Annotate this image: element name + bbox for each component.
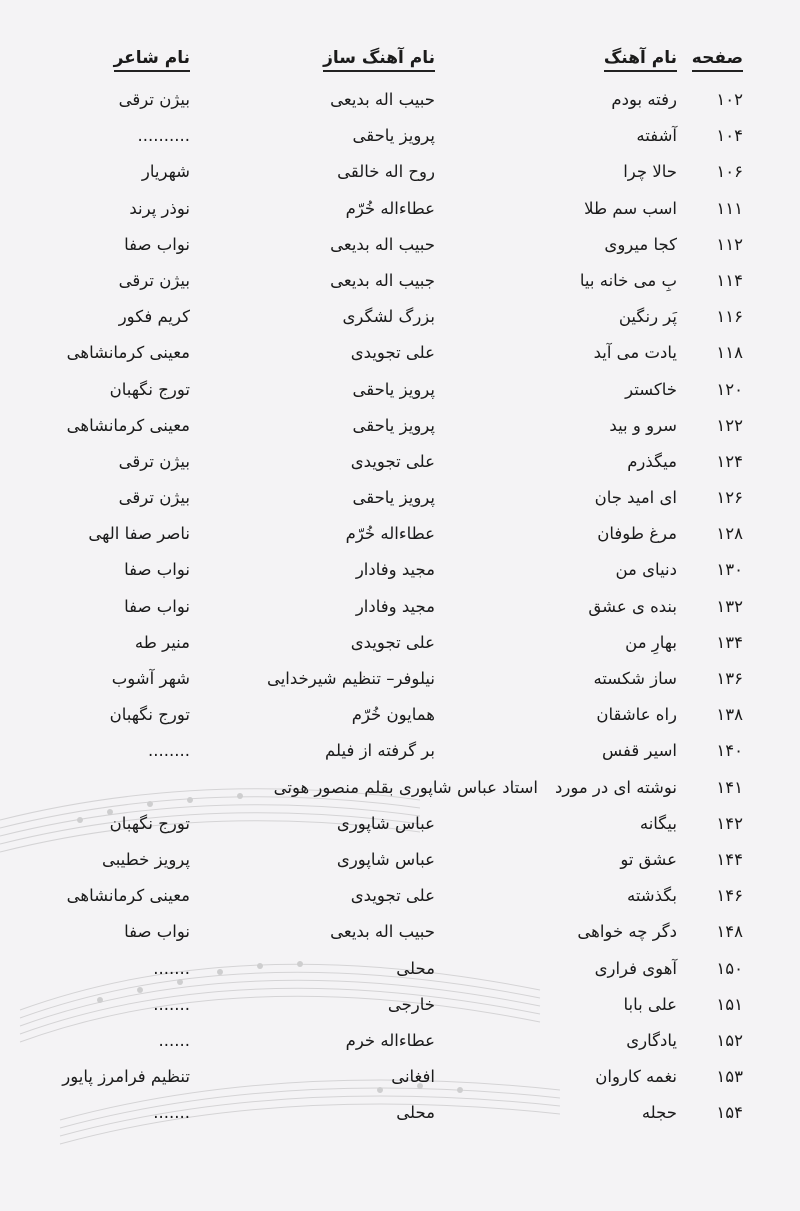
page-number: ۱۵۰ (716, 958, 743, 978)
poet-name: شهریار (141, 162, 190, 182)
table-row (0, 520, 800, 556)
table-row (0, 484, 800, 520)
poet-name: بیژن ترقی (118, 90, 190, 109)
song-name: آشفته (636, 126, 677, 146)
composer-name: علی تجویدی (350, 632, 435, 652)
table-row (0, 918, 800, 954)
page-number: ۱۳۴ (716, 632, 743, 652)
table-row (0, 1027, 800, 1063)
song-name: دگر چه خواهی (577, 922, 677, 942)
table-row (0, 774, 800, 810)
song-name: حالا چرا (623, 162, 677, 182)
poet-name: .......... (137, 126, 190, 146)
table-row (0, 448, 800, 484)
page-number: ۱۰۲ (716, 90, 743, 109)
page-number: ۱۱۲ (716, 234, 743, 254)
poet-name: ........ (148, 741, 190, 761)
page-number: ۱۱۶ (716, 307, 743, 327)
composer-name: علی تجویدی (350, 451, 435, 471)
composer-name: خارجی (387, 994, 435, 1014)
song-index-list (0, 86, 800, 1135)
table-row (0, 556, 800, 592)
table-row (0, 303, 800, 339)
poet-name: ...... (158, 1030, 190, 1050)
poet-name: تورج نگهبان (109, 705, 190, 725)
poet-name: شهر آشوب (111, 669, 190, 688)
composer-name: محلی (396, 1103, 435, 1123)
poet-name: تورج نگهبان (109, 813, 190, 833)
song-name: اسیر قفس (601, 741, 677, 761)
song-name: دنیای من (615, 560, 677, 580)
page-number: ۱۰۶ (716, 162, 743, 182)
table-row (0, 737, 800, 773)
page-number: ۱۵۳ (716, 1067, 743, 1087)
song-name: راه عاشقان (596, 705, 677, 725)
composer-name: عباس شاپوری (336, 813, 435, 833)
page-number: ۱۲۴ (716, 451, 743, 471)
table-row (0, 195, 800, 231)
song-name: کجا میروی (604, 234, 677, 254)
song-name: نغمه کاروان (595, 1067, 677, 1087)
song-name: بنده ی عشق (588, 596, 677, 616)
song-name: یادگاری (626, 1030, 677, 1050)
song-name: علی بابا (623, 994, 677, 1014)
table-row (0, 955, 800, 991)
page-number: ۱۵۲ (716, 1030, 743, 1050)
composer-name: پرویز یاحقی (352, 379, 435, 399)
composer-name: نیلوفر– تنظیم شیرخدایی (266, 669, 435, 688)
song-name: پَر رنگین (618, 307, 677, 327)
table-row (0, 882, 800, 918)
song-name: نوشته ای در مورد (555, 777, 677, 797)
page-number: ۱۳۲ (716, 596, 743, 616)
composer-name: عطاءاله خرم (345, 1030, 435, 1050)
table-row (0, 1063, 800, 1099)
header-song: نام آهنگ (604, 48, 677, 72)
song-name: سرو و بید (609, 415, 677, 435)
page-number: ۱۵۱ (716, 994, 743, 1014)
poet-name: منیر طه (134, 632, 190, 652)
composer-name: مجید وفادار (355, 560, 435, 580)
composer-name: همایون خُرّم (351, 705, 435, 725)
page-number: ۱۲۰ (716, 379, 743, 399)
song-name: یادت می آید (593, 343, 677, 363)
table-row (0, 593, 800, 629)
poet-name: نوذر پرند (129, 198, 190, 218)
composer-name: پرویز یاحقی (352, 415, 435, 435)
song-name: بگذشته (626, 886, 677, 906)
page-number: ۱۴۶ (716, 886, 743, 906)
header-composer: نام آهنگ ساز (323, 48, 435, 72)
composer-name: عباس شاپوری (336, 849, 435, 869)
poet-name: تنظیم فرامرز پایور (62, 1067, 190, 1087)
composer-name: مجید وفادار (355, 596, 435, 616)
page-number: ۱۴۸ (716, 922, 743, 942)
page-number: ۱۴۲ (716, 813, 743, 833)
song-name: خاکستر (625, 379, 677, 399)
composer-name: بر گرفته از فیلم (325, 741, 435, 761)
poet-name: ناصر صفا الهی (88, 524, 190, 544)
poet-name: معینی کرمانشاهی (66, 886, 190, 906)
song-name: رفته بودم (611, 90, 677, 109)
composer-name: حبیب اله بدیعی (330, 234, 435, 254)
page-number: ۱۲۸ (716, 524, 743, 544)
table-row (0, 665, 800, 701)
table-row (0, 86, 800, 122)
page-number: ۱۲۶ (716, 488, 743, 508)
page-number: ۱۲۲ (716, 415, 743, 435)
table-row (0, 339, 800, 375)
page-number: ۱۳۰ (716, 560, 743, 580)
song-name: اسب سم طلا (584, 198, 677, 218)
composer-name: بزرگ لشگری (342, 307, 435, 327)
composer-name: افغانی (391, 1067, 435, 1087)
page-number: ۱۴۱ (716, 777, 743, 797)
composer-name: محلی (396, 958, 435, 978)
table-row (0, 267, 800, 303)
page-number: ۱۰۴ (716, 126, 743, 146)
song-name: عشق تو (620, 849, 677, 869)
table-row (0, 158, 800, 194)
table-row (0, 122, 800, 158)
table-row (0, 629, 800, 665)
composer-name: عطاءاله خُرّم (345, 524, 435, 544)
poet-name: بیژن ترقی (118, 451, 190, 471)
composer-name: روح اله خالقی (337, 162, 435, 182)
table-row (0, 231, 800, 267)
song-name: آهوی فراری (594, 958, 677, 978)
header-poet: نام شاعر (114, 48, 190, 72)
poet-name: نواب صفا (124, 560, 190, 580)
poet-name: نواب صفا (124, 596, 190, 616)
page-number: ۱۱۴ (716, 270, 743, 290)
page-number: ۱۳۸ (716, 705, 743, 725)
poet-name: معینی کرمانشاهی (66, 415, 190, 435)
page-number: ۱۴۴ (716, 849, 743, 869)
page-number: ۱۵۴ (716, 1103, 743, 1123)
composer-name: علی تجویدی (350, 343, 435, 363)
composer-name: علی تجویدی (350, 886, 435, 906)
song-name: مرغ طوفان (597, 524, 677, 544)
composer-name: حبیب اله بدیعی (330, 922, 435, 942)
page-number: ۱۱۸ (716, 343, 743, 363)
table-row (0, 991, 800, 1027)
table-row (0, 1099, 800, 1135)
row-note: استاد عباس شاپوری بقلم منصور هوتی (273, 777, 538, 797)
page-number: ۱۱۱ (716, 198, 743, 218)
poet-name: بیژن ترقی (118, 488, 190, 508)
header-page: صفحه (692, 48, 743, 72)
poet-name: پرویز خطیبی (101, 849, 190, 869)
page-number: ۱۳۶ (716, 669, 743, 688)
table-row (0, 412, 800, 448)
poet-name: کریم فکور (118, 307, 190, 327)
poet-name: نواب صفا (124, 234, 190, 254)
song-name: بِ می خانه بیا (579, 270, 677, 290)
song-name: ای امید جان (594, 488, 677, 508)
composer-name: پرویز یاحقی (352, 488, 435, 508)
composer-name: عطاءاله خُرّم (345, 198, 435, 218)
table-row (0, 701, 800, 737)
poet-name: ....... (153, 1103, 190, 1123)
song-name: بیگانه (639, 813, 677, 833)
song-name: میگذرم (627, 451, 677, 471)
poet-name: معینی کرمانشاهی (66, 343, 190, 363)
table-row (0, 846, 800, 882)
composer-name: جبیب اله بدیعی (330, 270, 435, 290)
table-row (0, 376, 800, 412)
poet-name: ....... (153, 994, 190, 1014)
song-name: ساز شکسته (593, 669, 677, 688)
composer-name: حبیب اله بدیعی (330, 90, 435, 109)
poet-name: بیژن ترقی (118, 270, 190, 290)
poet-name: ....... (153, 958, 190, 978)
song-name: حجله (641, 1103, 677, 1123)
page-number: ۱۴۰ (716, 741, 743, 761)
table-row (0, 810, 800, 846)
table-header (0, 48, 800, 80)
poet-name: نواب صفا (124, 922, 190, 942)
song-name: بهارِ من (625, 632, 677, 652)
composer-name: پرویز یاحقی (352, 126, 435, 146)
poet-name: تورج نگهبان (109, 379, 190, 399)
